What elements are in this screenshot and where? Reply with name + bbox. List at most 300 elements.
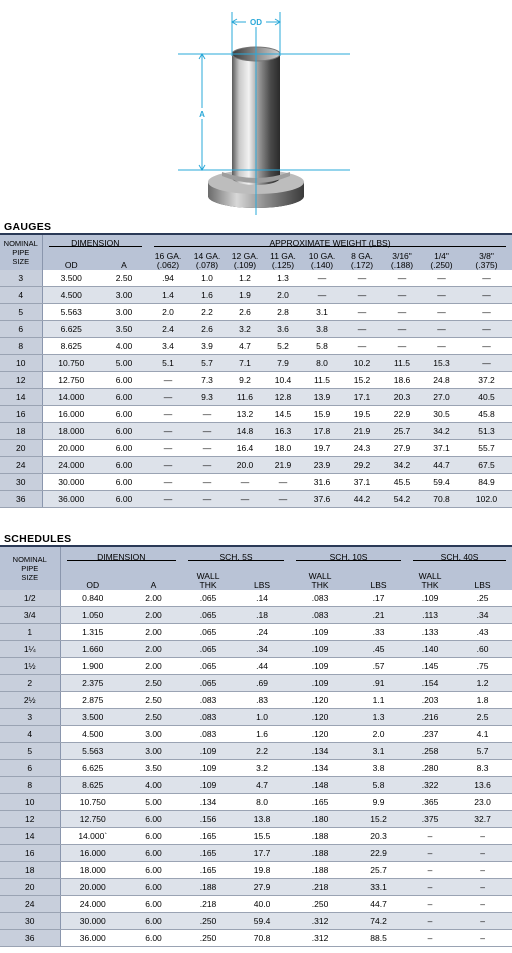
table-cell: 1.0 bbox=[234, 709, 290, 726]
table-cell: 54.2 bbox=[382, 491, 422, 508]
table-cell: 23.9 bbox=[302, 457, 342, 474]
table-cell: .120 bbox=[290, 692, 350, 709]
table-cell: — bbox=[148, 474, 188, 491]
table-row bbox=[0, 590, 512, 607]
table-cell: .165 bbox=[182, 862, 234, 879]
table-cell: 37.6 bbox=[302, 491, 342, 508]
gauges-weight-col-header: 16 GA. (.062) bbox=[154, 251, 182, 270]
table-cell: — bbox=[148, 406, 188, 423]
table-row bbox=[0, 423, 512, 440]
table-cell: .109 bbox=[182, 777, 234, 794]
table-cell: .25 bbox=[453, 590, 512, 607]
table-cell: 45.5 bbox=[382, 474, 422, 491]
pipe-size-cell: 18 bbox=[0, 862, 60, 879]
pipe-size-cell: 8 bbox=[0, 338, 42, 355]
table-cell: .17 bbox=[350, 590, 407, 607]
table-cell: 19.5 bbox=[342, 406, 382, 423]
table-cell: 59.4 bbox=[234, 913, 290, 930]
table-row bbox=[0, 406, 512, 423]
table-cell: 9.9 bbox=[350, 794, 407, 811]
table-row bbox=[0, 457, 512, 474]
table-cell: 16.000 bbox=[42, 406, 100, 423]
pipe-size-cell: 6 bbox=[0, 760, 60, 777]
pipe-size-cell: 30 bbox=[0, 913, 60, 930]
table-cell: .165 bbox=[290, 794, 350, 811]
table-cell: .94 bbox=[148, 270, 188, 287]
table-cell: .065 bbox=[182, 675, 234, 692]
table-row bbox=[0, 658, 512, 675]
table-cell: 10.750 bbox=[60, 794, 125, 811]
table-row bbox=[0, 811, 512, 828]
pipe-size-cell: 1¼ bbox=[0, 641, 60, 658]
table-cell: 16.000 bbox=[60, 845, 125, 862]
pipe-size-cell: 14 bbox=[0, 828, 60, 845]
table-cell: – bbox=[407, 879, 453, 896]
table-cell: .109 bbox=[290, 658, 350, 675]
table-cell: 30.5 bbox=[422, 406, 461, 423]
table-cell: 18.000 bbox=[60, 862, 125, 879]
gauges-weight-col-header: 11 GA. (.125) bbox=[270, 251, 296, 270]
table-cell: 24.8 bbox=[422, 372, 461, 389]
schedules-od-header: OD bbox=[86, 580, 100, 590]
table-cell: 2.6 bbox=[226, 304, 264, 321]
table-cell: — bbox=[422, 287, 461, 304]
sch10-lbs-header: LBS bbox=[370, 580, 387, 590]
table-cell: 10.4 bbox=[264, 372, 302, 389]
table-cell: .250 bbox=[290, 896, 350, 913]
table-cell: 27.9 bbox=[382, 440, 422, 457]
table-cell: 7.3 bbox=[188, 372, 226, 389]
pipe-size-cell: 2 bbox=[0, 675, 60, 692]
table-cell: .083 bbox=[182, 692, 234, 709]
table-cell: 6.00 bbox=[100, 440, 148, 457]
table-cell: – bbox=[407, 896, 453, 913]
table-cell: .083 bbox=[182, 726, 234, 743]
table-cell: 1.3 bbox=[264, 270, 302, 287]
table-cell: 2.0 bbox=[148, 304, 188, 321]
table-cell: 25.7 bbox=[382, 423, 422, 440]
table-cell: 15.2 bbox=[350, 811, 407, 828]
stub-end-photo bbox=[0, 0, 512, 222]
table-cell: 7.9 bbox=[264, 355, 302, 372]
table-cell: 88.5 bbox=[350, 930, 407, 947]
table-cell: 1.315 bbox=[60, 624, 125, 641]
pipe-size-cell: 6 bbox=[0, 321, 42, 338]
table-row bbox=[0, 896, 512, 913]
sch40-wall-header: WALL THK bbox=[418, 571, 442, 590]
table-cell: 4.1 bbox=[453, 726, 512, 743]
table-cell: 6.00 bbox=[100, 423, 148, 440]
table-cell: 29.2 bbox=[342, 457, 382, 474]
table-cell: — bbox=[188, 423, 226, 440]
pipe-size-cell: 24 bbox=[0, 896, 60, 913]
table-cell: 2.8 bbox=[264, 304, 302, 321]
table-cell: 34.2 bbox=[422, 423, 461, 440]
pipe-size-cell: 4 bbox=[0, 287, 42, 304]
table-cell: 16.3 bbox=[264, 423, 302, 440]
table-cell: .322 bbox=[407, 777, 453, 794]
table-cell: 6.00 bbox=[125, 811, 182, 828]
table-row bbox=[0, 389, 512, 406]
sch10-wall-header: WALL THK bbox=[308, 571, 332, 590]
table-row bbox=[0, 338, 512, 355]
table-cell: — bbox=[264, 474, 302, 491]
table-cell: 14.000 bbox=[42, 389, 100, 406]
table-cell: 20.0 bbox=[226, 457, 264, 474]
table-cell: – bbox=[453, 879, 512, 896]
table-cell: 22.9 bbox=[350, 845, 407, 862]
table-cell: — bbox=[342, 270, 382, 287]
table-cell: .065 bbox=[182, 590, 234, 607]
table-cell: 4.500 bbox=[42, 287, 100, 304]
table-cell: 3.9 bbox=[188, 338, 226, 355]
table-cell: — bbox=[226, 491, 264, 508]
table-cell: — bbox=[461, 321, 512, 338]
table-cell: 21.9 bbox=[264, 457, 302, 474]
table-cell: 6.625 bbox=[60, 760, 125, 777]
gauges-dimension-header: DIMENSION bbox=[42, 234, 148, 248]
table-cell: 5.563 bbox=[42, 304, 100, 321]
table-cell: .250 bbox=[182, 913, 234, 930]
table-cell: 19.7 bbox=[302, 440, 342, 457]
table-cell: 4.00 bbox=[125, 777, 182, 794]
table-cell: 17.7 bbox=[234, 845, 290, 862]
table-cell: 1.9 bbox=[226, 287, 264, 304]
table-cell: – bbox=[407, 828, 453, 845]
table-cell: 1.0 bbox=[188, 270, 226, 287]
table-cell: 3.00 bbox=[125, 743, 182, 760]
table-cell: 2.00 bbox=[125, 658, 182, 675]
table-cell: 11.5 bbox=[382, 355, 422, 372]
table-cell: .60 bbox=[453, 641, 512, 658]
table-cell: 6.00 bbox=[125, 930, 182, 947]
table-cell: 27.9 bbox=[234, 879, 290, 896]
gauges-table bbox=[0, 233, 512, 508]
table-cell: 3.2 bbox=[226, 321, 264, 338]
table-cell: — bbox=[148, 423, 188, 440]
table-cell: 18.0 bbox=[264, 440, 302, 457]
table-cell: .133 bbox=[407, 624, 453, 641]
table-cell: — bbox=[188, 457, 226, 474]
table-cell: — bbox=[188, 491, 226, 508]
table-cell: .34 bbox=[453, 607, 512, 624]
table-cell: .180 bbox=[290, 811, 350, 828]
table-cell: 8.3 bbox=[453, 760, 512, 777]
table-cell: .45 bbox=[350, 641, 407, 658]
table-cell: .188 bbox=[290, 862, 350, 879]
pipe-size-cell: 20 bbox=[0, 440, 42, 457]
table-cell: 15.2 bbox=[342, 372, 382, 389]
table-cell: — bbox=[188, 406, 226, 423]
table-row bbox=[0, 491, 512, 508]
table-row bbox=[0, 913, 512, 930]
table-cell: .203 bbox=[407, 692, 453, 709]
table-cell: 11.5 bbox=[302, 372, 342, 389]
table-cell: 1.4 bbox=[148, 287, 188, 304]
table-cell: 2.375 bbox=[60, 675, 125, 692]
table-cell: .216 bbox=[407, 709, 453, 726]
table-cell: .24 bbox=[234, 624, 290, 641]
schedules-title: SCHEDULES bbox=[4, 533, 72, 545]
table-cell: 2.2 bbox=[234, 743, 290, 760]
table-row bbox=[0, 862, 512, 879]
table-cell: 2.6 bbox=[188, 321, 226, 338]
table-cell: 67.5 bbox=[461, 457, 512, 474]
pipe-size-cell: 2½ bbox=[0, 692, 60, 709]
table-cell: .83 bbox=[234, 692, 290, 709]
table-cell: .134 bbox=[290, 743, 350, 760]
table-cell: .21 bbox=[350, 607, 407, 624]
a-label: A bbox=[199, 110, 205, 119]
table-cell: 6.00 bbox=[100, 457, 148, 474]
table-cell: 20.3 bbox=[350, 828, 407, 845]
table-cell: 59.4 bbox=[422, 474, 461, 491]
table-cell: .083 bbox=[182, 709, 234, 726]
table-cell: .065 bbox=[182, 641, 234, 658]
table-cell: 19.8 bbox=[234, 862, 290, 879]
table-cell: 2.00 bbox=[125, 607, 182, 624]
pipe-size-cell: 3 bbox=[0, 709, 60, 726]
schedules-a-header: A bbox=[150, 580, 157, 590]
table-cell: .134 bbox=[290, 760, 350, 777]
table-cell: — bbox=[461, 270, 512, 287]
table-cell: — bbox=[422, 338, 461, 355]
table-cell: 22.9 bbox=[382, 406, 422, 423]
table-cell: .375 bbox=[407, 811, 453, 828]
table-cell: 45.8 bbox=[461, 406, 512, 423]
table-cell: 16.4 bbox=[226, 440, 264, 457]
table-cell: — bbox=[422, 304, 461, 321]
table-cell: 34.2 bbox=[382, 457, 422, 474]
table-cell: .065 bbox=[182, 607, 234, 624]
table-cell: 32.7 bbox=[453, 811, 512, 828]
table-row bbox=[0, 726, 512, 743]
table-cell: .065 bbox=[182, 624, 234, 641]
pipe-size-cell: 5 bbox=[0, 304, 42, 321]
table-cell: 12.750 bbox=[42, 372, 100, 389]
table-cell: — bbox=[264, 491, 302, 508]
table-cell: 6.00 bbox=[100, 389, 148, 406]
table-cell: 33.1 bbox=[350, 879, 407, 896]
table-cell: .258 bbox=[407, 743, 453, 760]
table-cell: – bbox=[407, 930, 453, 947]
schedules-dimension-header: DIMENSION bbox=[60, 546, 182, 562]
table-row bbox=[0, 675, 512, 692]
table-cell: 30.000 bbox=[42, 474, 100, 491]
pipe-size-cell: 1 bbox=[0, 624, 60, 641]
table-row bbox=[0, 879, 512, 896]
table-cell: 6.00 bbox=[125, 879, 182, 896]
table-cell: 2.0 bbox=[350, 726, 407, 743]
table-cell: – bbox=[453, 930, 512, 947]
table-cell: 5.7 bbox=[188, 355, 226, 372]
pipe-size-cell: 16 bbox=[0, 845, 60, 862]
table-cell: — bbox=[382, 270, 422, 287]
table-cell: 14.8 bbox=[226, 423, 264, 440]
table-cell: 8.0 bbox=[302, 355, 342, 372]
table-row bbox=[0, 440, 512, 457]
table-cell: — bbox=[148, 389, 188, 406]
gauges-approx-header: APPROXIMATE WEIGHT (LBS) bbox=[148, 234, 512, 248]
table-row bbox=[0, 743, 512, 760]
table-cell: — bbox=[342, 304, 382, 321]
table-cell: 6.00 bbox=[125, 913, 182, 930]
sch40-header: SCH. 40S bbox=[407, 546, 512, 562]
table-cell: 44.7 bbox=[422, 457, 461, 474]
table-cell: 5.563 bbox=[60, 743, 125, 760]
table-cell: 20.000 bbox=[60, 879, 125, 896]
table-cell: 31.6 bbox=[302, 474, 342, 491]
table-cell: – bbox=[453, 862, 512, 879]
table-cell: 3.4 bbox=[148, 338, 188, 355]
table-cell: 3.1 bbox=[302, 304, 342, 321]
table-cell: 11.6 bbox=[226, 389, 264, 406]
table-cell: 12.8 bbox=[264, 389, 302, 406]
table-row bbox=[0, 777, 512, 794]
table-cell: .165 bbox=[182, 828, 234, 845]
gauges-weight-col-header: 12 GA. (.109) bbox=[231, 251, 259, 270]
table-cell: 2.50 bbox=[125, 675, 182, 692]
sch5-wall-header: WALL THK bbox=[196, 571, 220, 590]
table-cell: 1.660 bbox=[60, 641, 125, 658]
pipe-size-cell: 8 bbox=[0, 777, 60, 794]
table-cell: 9.3 bbox=[188, 389, 226, 406]
table-cell: 2.2 bbox=[188, 304, 226, 321]
table-cell: 2.50 bbox=[100, 270, 148, 287]
pipe-size-cell: 36 bbox=[0, 491, 42, 508]
table-cell: .75 bbox=[453, 658, 512, 675]
table-cell: 0.840 bbox=[60, 590, 125, 607]
table-cell: 36.000 bbox=[42, 491, 100, 508]
table-cell: 1.6 bbox=[234, 726, 290, 743]
sch10-header: SCH. 10S bbox=[290, 546, 407, 562]
table-cell: 8.625 bbox=[42, 338, 100, 355]
table-cell: 6.00 bbox=[100, 474, 148, 491]
gauges-weight-col-header: 8 GA. (.172) bbox=[350, 251, 374, 270]
table-cell: 70.8 bbox=[422, 491, 461, 508]
table-cell: 3.8 bbox=[302, 321, 342, 338]
gauges-weight-col-header: 10 GA. (.140) bbox=[308, 251, 336, 270]
table-cell: 4.7 bbox=[226, 338, 264, 355]
table-cell: 24.3 bbox=[342, 440, 382, 457]
pipe-size-cell: 12 bbox=[0, 372, 42, 389]
table-cell: .57 bbox=[350, 658, 407, 675]
table-row bbox=[0, 641, 512, 658]
table-row bbox=[0, 624, 512, 641]
table-cell: 5.00 bbox=[100, 355, 148, 372]
table-cell: 2.0 bbox=[264, 287, 302, 304]
table-cell: – bbox=[453, 845, 512, 862]
table-cell: .156 bbox=[182, 811, 234, 828]
table-row bbox=[0, 355, 512, 372]
table-cell: 20.3 bbox=[382, 389, 422, 406]
table-cell: 12.750 bbox=[60, 811, 125, 828]
table-cell: .165 bbox=[182, 845, 234, 862]
table-cell: — bbox=[342, 287, 382, 304]
table-row bbox=[0, 760, 512, 777]
pipe-size-cell: 18 bbox=[0, 423, 42, 440]
gauges-weight-col-header: 14 GA. (.078) bbox=[193, 251, 221, 270]
table-cell: – bbox=[407, 862, 453, 879]
sch40-lbs-header: LBS bbox=[474, 580, 491, 590]
table-cell: .33 bbox=[350, 624, 407, 641]
table-row bbox=[0, 270, 512, 287]
table-cell: – bbox=[453, 913, 512, 930]
table-cell: .188 bbox=[290, 845, 350, 862]
table-cell: 37.1 bbox=[342, 474, 382, 491]
table-cell: .69 bbox=[234, 675, 290, 692]
pipe-size-cell: 14 bbox=[0, 389, 42, 406]
pipe-size-cell: 20 bbox=[0, 879, 60, 896]
table-cell: 5.8 bbox=[350, 777, 407, 794]
table-cell: 10.750 bbox=[42, 355, 100, 372]
pipe-size-cell: 4 bbox=[0, 726, 60, 743]
table-cell: — bbox=[148, 372, 188, 389]
table-cell: .250 bbox=[182, 930, 234, 947]
table-cell: 2.00 bbox=[125, 590, 182, 607]
table-cell: — bbox=[148, 491, 188, 508]
table-cell: 2.00 bbox=[125, 624, 182, 641]
table-cell: 1.2 bbox=[453, 675, 512, 692]
table-cell: .109 bbox=[290, 641, 350, 658]
table-cell: .43 bbox=[453, 624, 512, 641]
table-cell: 3.8 bbox=[350, 760, 407, 777]
table-cell: 18.6 bbox=[382, 372, 422, 389]
table-cell: 1.050 bbox=[60, 607, 125, 624]
table-cell: 14.000` bbox=[60, 828, 125, 845]
table-cell: .218 bbox=[290, 879, 350, 896]
table-cell: 13.8 bbox=[234, 811, 290, 828]
od-label: OD bbox=[250, 18, 262, 27]
table-cell: 6.00 bbox=[125, 845, 182, 862]
gauges-a-header: A bbox=[121, 260, 127, 270]
pipe-size-cell: 36 bbox=[0, 930, 60, 947]
table-cell: 6.00 bbox=[100, 406, 148, 423]
table-cell: – bbox=[453, 828, 512, 845]
table-cell: 3.6 bbox=[264, 321, 302, 338]
table-cell: .145 bbox=[407, 658, 453, 675]
table-cell: 23.0 bbox=[453, 794, 512, 811]
table-cell: 74.2 bbox=[350, 913, 407, 930]
table-cell: – bbox=[407, 845, 453, 862]
table-cell: 5.8 bbox=[302, 338, 342, 355]
table-row bbox=[0, 845, 512, 862]
table-cell: 15.3 bbox=[422, 355, 461, 372]
table-cell: — bbox=[461, 355, 512, 372]
table-cell: — bbox=[342, 321, 382, 338]
table-cell: — bbox=[422, 270, 461, 287]
sch5-header: SCH. 5S bbox=[182, 546, 290, 562]
table-cell: .120 bbox=[290, 726, 350, 743]
schedules-nominal-header: NOMINAL PIPE SIZE bbox=[0, 546, 60, 590]
table-cell: — bbox=[382, 321, 422, 338]
table-cell: .109 bbox=[182, 743, 234, 760]
table-cell: 44.7 bbox=[350, 896, 407, 913]
table-cell: — bbox=[461, 287, 512, 304]
table-row bbox=[0, 474, 512, 491]
table-cell: 5.00 bbox=[125, 794, 182, 811]
table-cell: 40.5 bbox=[461, 389, 512, 406]
table-cell: — bbox=[188, 474, 226, 491]
table-cell: 70.8 bbox=[234, 930, 290, 947]
schedules-table bbox=[0, 545, 512, 947]
table-cell: .188 bbox=[290, 828, 350, 845]
table-cell: 1.2 bbox=[226, 270, 264, 287]
table-cell: 2.5 bbox=[453, 709, 512, 726]
table-cell: – bbox=[453, 896, 512, 913]
table-cell: 3.00 bbox=[100, 287, 148, 304]
table-cell: 3.50 bbox=[125, 760, 182, 777]
